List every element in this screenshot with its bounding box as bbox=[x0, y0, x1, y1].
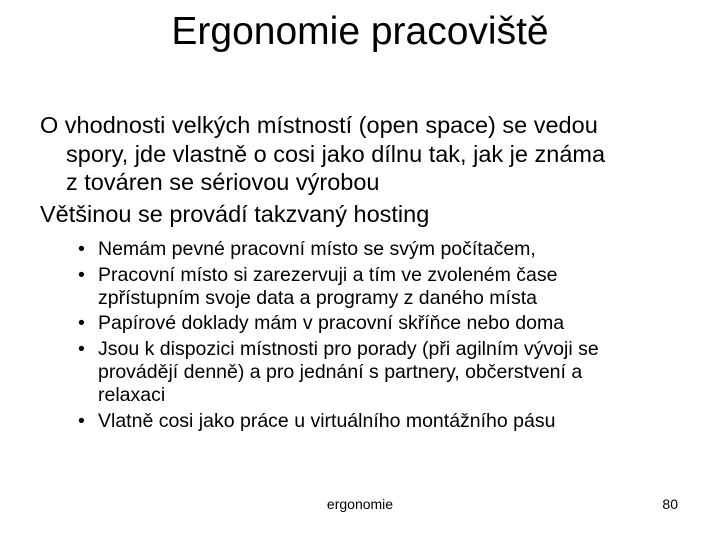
bullet-item bbox=[40, 264, 716, 310]
bullet-dot: • bbox=[78, 338, 85, 361]
paragraph-hosting bbox=[40, 200, 716, 229]
page-number: 80 bbox=[662, 496, 678, 512]
bullet-list bbox=[40, 238, 716, 432]
bullet-line: Jsou k dispozici místnosti pro porady (při agilním vývoji se bbox=[98, 338, 599, 361]
bullet-line: Nemám pevné pracovní místo se svým počítačem, bbox=[98, 238, 536, 260]
bullet-dot: • bbox=[78, 238, 85, 260]
paragraph-open-space bbox=[40, 111, 716, 197]
slide-body bbox=[40, 111, 716, 435]
bullet-dot: • bbox=[78, 409, 85, 432]
slide-title: Ergonomie pracoviště bbox=[171, 10, 549, 53]
bullet-item bbox=[40, 238, 716, 261]
paragraph-line: O vhodnosti velkých místností (open space) se vedou bbox=[40, 112, 598, 138]
bullet-item bbox=[40, 312, 716, 335]
paragraph-line: spory, jde vlastně o cosi jako dílnu tak, jak je známa bbox=[66, 140, 606, 167]
bullet-item bbox=[40, 410, 716, 433]
bullet-line: Papírové doklady mám v pracovní skříňce nebo doma bbox=[98, 312, 565, 335]
bullet-line: provádějí denně) a pro jednání s partnery, občerstvení a bbox=[98, 360, 583, 383]
bullet-line: Vlatně cosi jako práce u virtuálního montážního pásu bbox=[98, 409, 556, 432]
footer-label: ergonomie bbox=[326, 496, 394, 512]
bullet-dot: • bbox=[78, 312, 85, 335]
bullet-item bbox=[40, 338, 716, 406]
bullet-line: zpřístupním svoje data a programy z daného místa bbox=[98, 286, 537, 309]
paragraph-line: z továren se sériovou výrobou bbox=[66, 169, 380, 195]
bullet-line: relaxaci bbox=[98, 383, 166, 406]
bullet-dot: • bbox=[78, 263, 85, 286]
paragraph-line: Většinou se provádí takzvaný hosting bbox=[40, 200, 430, 227]
bullet-line: Pracovní místo si zarezervuji a tím ve zvoleném čase bbox=[98, 263, 558, 286]
